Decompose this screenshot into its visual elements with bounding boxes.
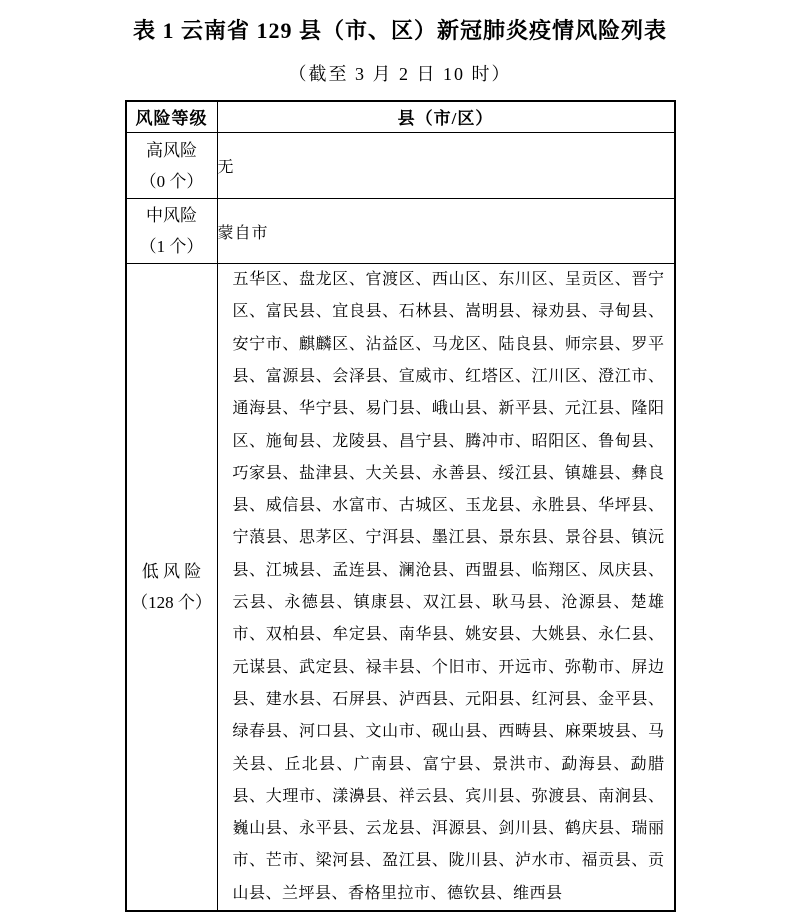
low-risk-label: 低 风 险	[141, 562, 202, 582]
high-risk-label: 高风险	[146, 140, 197, 160]
table-row-low-risk	[126, 264, 675, 911]
high-risk-counties-cell: 无	[217, 133, 675, 199]
medium-risk-counties-cell: 蒙自市	[217, 199, 675, 264]
medium-risk-label: 中风险	[146, 206, 197, 226]
high-risk-level-cell	[126, 133, 218, 199]
high-risk-count: （0 个）	[139, 171, 204, 191]
low-risk-count: （128 个）	[131, 593, 212, 613]
low-risk-counties-cell: 五华区、盘龙区、官渡区、西山区、东川区、呈贡区、晋宁区、富民县、宜良县、石林县、嵩明县、禄劝县、寻甸县、安宁市、麒麟区、沾益区、马龙区、陆良县、师宗县、罗平县、富源县、会泽县、宣威市、红塔区、江川区、澄江市、通海县、华宁县、易门县、峨山县、新平县、元江县、隆阳区、施甸县、龙陵县、昌宁县、腾冲市、昭阳区、鲁甸县、巧家县、盐津县、大关县、永善县、绥江县、镇雄县、彝良县、威信县、水富市、古城区、玉龙县、永胜县、华坪县、宁蒗县、思茅区、宁洱县、墨江县、景东县、景谷县、镇沅县、江城县、孟连县、澜沧县、西盟县、临翔区、凤庆县、云县、永德县、镇康县、双江县、耿马县、沧源县、楚雄市、双柏县、牟定县、南华县、姚安县、大姚县、永仁县、元谋县、武定县、禄丰县、个旧市、开远市、弥勒市、屏边县、建水县、石屏县、泸西县、元阳县、红河县、金平县、绿春县、河口县、文山市、砚山县、西畴县、麻栗坡县、马关县、丘北县、广南县、富宁县、景洪市、勐海县、勐腊县、大理市、漾濞县、祥云县、宾川县、弥渡县、南涧县、巍山县、永平县、云龙县、洱源县、剑川县、鹤庆县、瑞丽市、芒市、梁河县、盈江县、陇川县、泸水市、福贡县、贡山县、兰坪县、香格里拉市、德钦县、维西县	[217, 264, 675, 911]
low-risk-level-cell	[126, 264, 218, 911]
table-row-medium-risk	[126, 199, 675, 264]
medium-risk-count: （1 个）	[139, 237, 204, 257]
risk-table	[125, 100, 676, 912]
page-subtitle: （截至 3 月 2 日 10 时）	[288, 63, 512, 84]
header-risk-level: 风险等级	[126, 101, 218, 133]
header-counties: 县（市/区）	[217, 101, 675, 133]
table-header-row	[126, 101, 675, 133]
medium-risk-level-cell	[126, 199, 218, 264]
page-title: 表 1 云南省 129 县（市、区）新冠肺炎疫情风险列表	[132, 18, 667, 43]
table-row-high-risk	[126, 133, 675, 199]
